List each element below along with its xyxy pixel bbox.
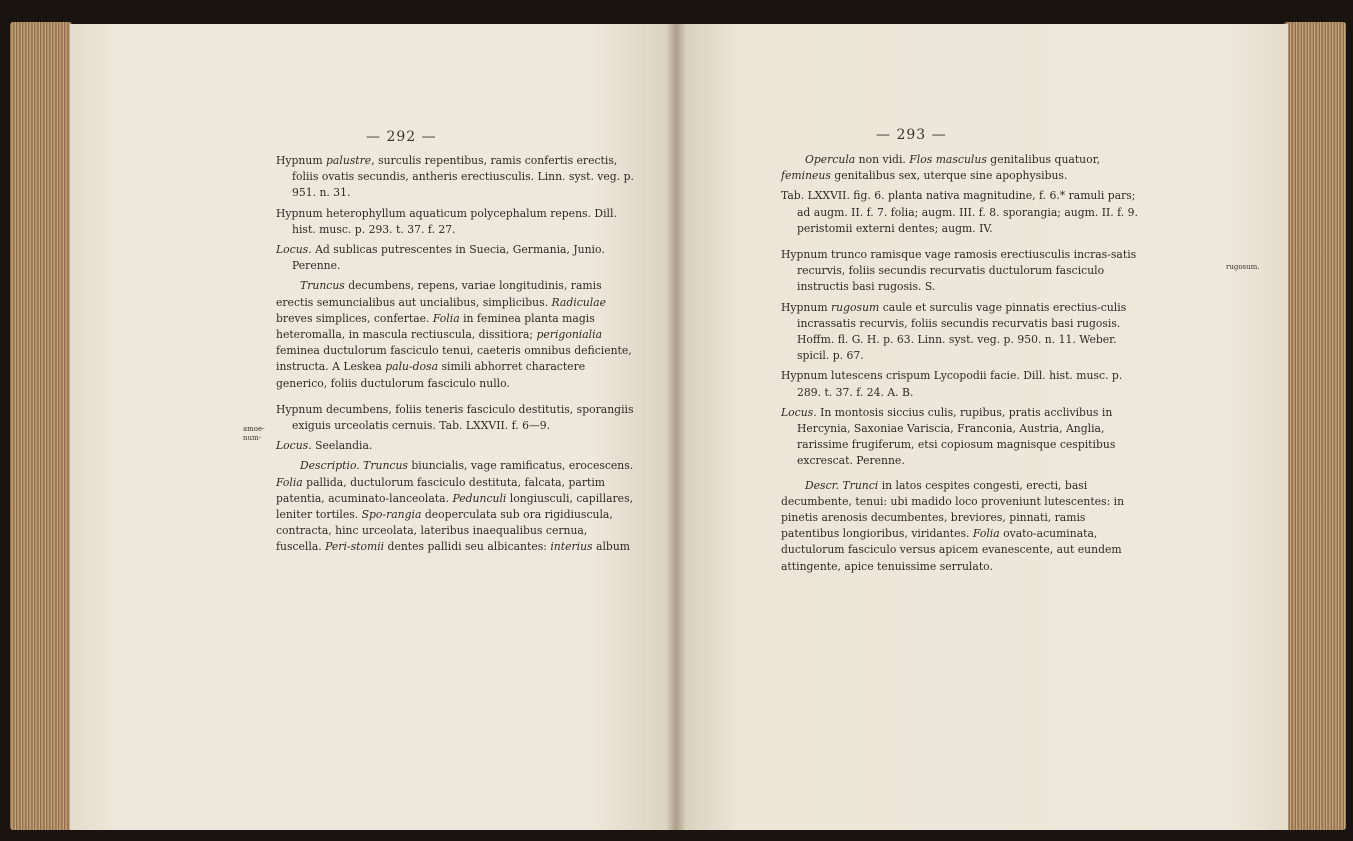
left-page-edges: [10, 22, 72, 830]
italic-term: palu-dosa: [385, 360, 439, 374]
text-run: genitalibus sex, uterque sine apophysibus.: [830, 169, 1068, 183]
italic-term: Truncus: [300, 279, 345, 293]
italic-term: Locus.: [276, 439, 312, 453]
italic-term: Folia: [276, 475, 303, 489]
right-margin-note: rugosum.: [1226, 263, 1260, 271]
locus-paragraph-right: [781, 405, 1141, 470]
synonym-hoffmann: [781, 300, 1141, 365]
text-run: pallida, ductulorum fasciculo destituta, falcata, partim patentia, acuminato-lanceolata.: [276, 475, 606, 505]
italic-term: Folia: [972, 527, 1000, 541]
italic-term: Peri-stomii: [325, 540, 385, 554]
text-run: Hypnum: [781, 300, 832, 314]
text-run: longiusculi, capillares, leniter tortiles.: [276, 491, 634, 522]
italic-term: Descr.: [805, 478, 840, 492]
italic-term: Spo-rangia: [361, 508, 422, 522]
text-run: Hypnum lutescens crispum Lycopodii facie. Dill. hist. musc. p. 289. t. 37. f. 24. A. B.: [781, 369, 1123, 399]
italic-term: Flos masculus: [909, 153, 987, 166]
left-page-number: — 292 —: [366, 129, 437, 145]
text-run: decumbens, repens, variae longitudinis, ramis erectis semuncialibus aut uncialibus, simplicibus.: [276, 279, 602, 309]
left-page-text: [276, 153, 636, 556]
italic-term: Folia: [432, 311, 460, 325]
locus-paragraph: [276, 242, 636, 274]
text-run: , surculis repentibus, ramis confertis erectis, foliis ovatis secundis, antheris erectiusculis. Linn. syst. veg. p. 951. n. 31.: [292, 154, 634, 200]
text-run: Ad sublicas putrescentes in Suecia, Germania, Junio. Perenne.: [292, 243, 605, 273]
descr-paragraph: [781, 478, 1141, 575]
text-run: feminea ductulorum fasciculo tenui, caeteris omnibus deficiente, instructa. A Leskea: [276, 344, 632, 374]
text-run: In montosis siccius culis, rupibus, pratis acclivibus in Hercynia, Saxoniae Variscia, Franconia, Austria, Anglia, rarissime frugiferum, etsi copiosum magnisque cespitibus excrescat. Perenne.: [797, 405, 1116, 468]
right-page-text: [781, 152, 1141, 575]
entry-hypnum-amoenum: [276, 402, 636, 434]
italic-term: Truncus: [363, 459, 408, 473]
italic-term: Locus.: [276, 243, 312, 257]
text-run: Seelandia.: [311, 439, 373, 453]
entry-hypnum-palustre: [276, 153, 636, 202]
synonym-dillenius: [276, 206, 636, 238]
locus-seelandia: [276, 438, 636, 454]
text-run: Hypnum trunco ramisque vage ramosis erectiusculis incras-satis recurvis, foliis secundis recurvatis ductulorum fasciculo instructis basi rugosis. S.: [781, 248, 1137, 294]
text-run: non vidi.: [855, 153, 910, 166]
text-run: dentes pallidi seu albicantes:: [384, 540, 551, 554]
italic-term: femineus: [781, 169, 831, 183]
text-run: simili abhorret charactere generico, foliis ductulorum fasciculo nullo.: [276, 360, 586, 390]
italic-term: rugosum: [831, 300, 880, 314]
text-run: biuncialis, vage ramificatus, erocescens.: [407, 459, 634, 473]
italic-term: Locus.: [781, 405, 817, 419]
italic-term: Radiculae: [551, 295, 606, 309]
italic-term: palustre: [326, 154, 372, 167]
text-run: in feminea planta magis heteromalla, in mascula rectiuscula, dissitiora;: [276, 311, 595, 342]
text-run: caule et surculis vage pinnatis erectius-culis incrassatis recurvis, foliis secundis recurvatis basi rugosis. Hoffm. fl. G. H. p. 63. Linn. syst. veg. p. 950. n. 11. Weber. spicil. p. 67.: [797, 300, 1127, 363]
text-run: ovato-acuminata, ductulorum fasciculo versus apicem evanescente, aut eundem attingente, apice tenuissime serrulato.: [781, 527, 1122, 573]
entry-hypnum-rugosum: [781, 247, 1141, 296]
text-run: Hypnum heterophyllum aquaticum polycephalum repens. Dill. hist. musc. p. 293. t. 37. f. 27.: [276, 206, 617, 236]
synonym-dillenius-right: [781, 368, 1141, 400]
text-run: in latos cespites congesti, erecti, basi decumbente, tenui: ubi madido loco proveniunt lutescentes: in pinetis arenosis decumbentes, breviores, pinnati, ramis patentibus longioribus, viridantes.: [781, 478, 1125, 541]
italic-term: Pedunculi: [452, 491, 507, 505]
book-gutter: [666, 24, 686, 830]
italic-term: interius: [550, 540, 593, 554]
right-page-edges: [1284, 22, 1346, 830]
descriptio-paragraph: [276, 458, 636, 555]
italic-term: Opercula: [805, 153, 856, 166]
right-page-number: — 293 —: [876, 127, 947, 143]
text-run: deoperculata sub ora rigidiuscula, contracta, hinc urceolata, lateribus inaequalibus cernua, fuscella.: [276, 508, 613, 554]
text-run: genitalibus quatuor,: [986, 153, 1101, 166]
italic-term: perigonialia: [536, 328, 603, 342]
left-margin-note: amoe- num-: [243, 425, 265, 442]
italic-term: Descriptio.: [300, 459, 360, 473]
text-run: Hypnum decumbens, foliis teneris fasciculo destitutis, sporangiis exiguis urceolatis cernuis. Tab. LXXVII. f. 6—9.: [276, 402, 634, 433]
italic-term: Trunci: [842, 478, 879, 492]
text-run: breves simplices, confertae.: [276, 311, 433, 325]
opercula-paragraph: [781, 152, 1141, 184]
text-run: Hypnum: [276, 154, 327, 167]
description-paragraph: [276, 278, 636, 391]
text-run: Tab. LXXVII. fig. 6. planta nativa magnitudine, f. 6.* ramuli pars; ad augm. II. f. 7. folia; augm. III. f. 8. sporangia; augm. II. f. 9. peristomii externi dentes; augm. IV.: [781, 189, 1138, 235]
text-run: album: [592, 540, 631, 554]
tab-paragraph: [781, 188, 1141, 237]
